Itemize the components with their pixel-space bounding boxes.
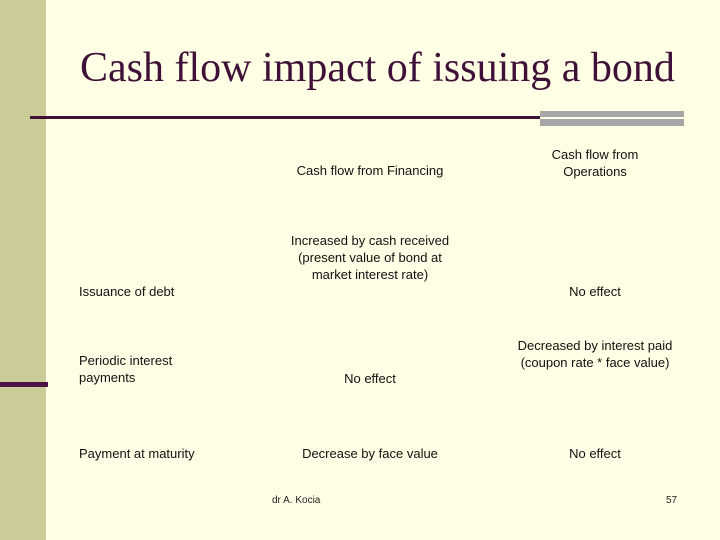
header-financing: Cash flow from Financing [296,163,444,178]
slide-title: Cash flow impact of issuing a bond [80,45,675,91]
sidebar-accent-bar [0,382,48,387]
sidebar-band [0,0,46,540]
row-maturity-operations: No effect [569,446,621,461]
header-operations: Cash flow from Operations [551,147,639,179]
row-issuance-operations: No effect [569,284,621,299]
row-issuance-label: Issuance of debt [79,284,175,299]
title-underline-grey [540,111,684,126]
row-maturity-label: Payment at maturity [79,446,195,461]
row-issuance-financing: Increased by cash received (present value of bond at market interest rate) [290,233,450,282]
title-underline [30,116,540,119]
row-interest-operations: Decreased by interest paid (coupon rate * face value) [517,338,673,370]
footer-author: dr A. Kocia [272,495,321,506]
row-interest-financing: No effect [344,371,396,386]
row-interest-label: Periodic interest payments [79,353,173,385]
page-number: 57 [666,495,678,506]
row-maturity-financing: Decrease by face value [302,446,438,461]
